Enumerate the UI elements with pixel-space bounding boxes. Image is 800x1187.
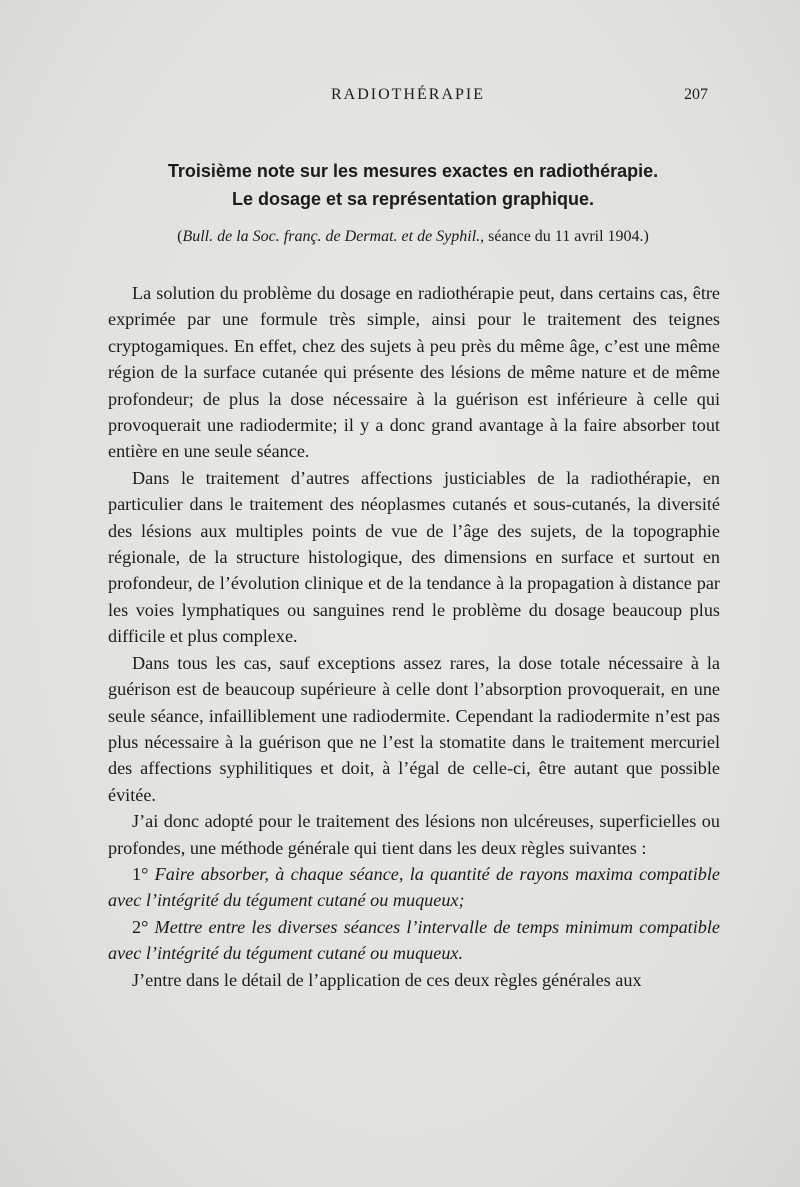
paragraph-5: J’entre dans le détail de l’application de ces deux règles générales aux: [132, 969, 642, 990]
citation: [108, 228, 718, 246]
rule-2-text: Mettre entre les diverses séances l’intervalle de temps minimum compatible avec l’intégrité du tégument cutané ou muqueux.: [108, 916, 720, 964]
rule-2: [108, 914, 720, 967]
article-body: [108, 280, 720, 993]
paragraph-2: Dans le traitement d’autres affections justiciables de la radiothérapie, en particulier dans le traitement des néoplasmes cutanés et sous-cutanés, la diversité des lésions aux multiples points de vue de l’âge des sujets, de la topographie régionale, de la structure histologique, des dimensions en surface et surtout en profondeur, de l’évolution clinique et de la tendance à la propagation à distance par les voies lymphatiques ou sanguines rend le problème du dosage beaucoup plus difficile et plus complexe.: [108, 467, 720, 647]
citation-open-paren: (: [177, 228, 183, 245]
rule-1-number: 1°: [132, 863, 149, 884]
article-title-line-1: Troisième note sur les mesures exactes en radiothérapie.: [167, 161, 659, 181]
rule-1: [108, 861, 720, 914]
paragraph-1: La solution du problème du dosage en radiothérapie peut, dans certains cas, être exprimée par une formule très simple, ainsi pour le traitement des teignes cryptogamiques. En effet, chez des sujets à peu près du même âge, c’est une même région de la surface cutanée qui présente des lésions de même nature et de même profondeur; de plus la dose nécessaire à la guérison est inférieure à celle qui provoquerait une radiodermite; il y a donc grand avantage à la faire absorber tout entière en une seule séance.: [108, 283, 720, 462]
article-title: [108, 157, 718, 213]
page-header: [108, 86, 708, 110]
running-title: RADIOTHÉRAPIE: [331, 86, 485, 103]
rule-2-number: 2°: [132, 916, 149, 937]
citation-source: Bull. de la Soc. franç. de Dermat. et de Syphil.: [182, 228, 481, 245]
paragraph-3: Dans tous les cas, sauf exceptions assez rares, la dose totale nécessaire à la guérison est de beaucoup supérieure à celle dont l’absorption provoquerait, en une seule séance, infailliblement une radiodermite. Cependant la radiodermite n’est pas plus nécessaire à la guérison que ne l’est la stomatite dans le traitement mercuriel des affections syphilitiques et doit, à l’égal de celle-ci, être autant que possible évitée.: [108, 652, 720, 805]
citation-date: , séance du 11 avril 1904.): [480, 228, 649, 245]
article-title-line-2: Le dosage et sa représentation graphique.: [231, 189, 595, 209]
rule-1-text: Faire absorber, à chaque séance, la quantité de rayons maxima compatible avec l’intégrité du tégument cutané ou muqueux;: [108, 863, 720, 911]
paragraph-4: J’ai donc adopté pour le traitement des lésions non ulcéreuses, superficielles ou profondes, une méthode générale qui tient dans les deux règles suivantes :: [108, 811, 720, 858]
page-number: 207: [684, 86, 708, 103]
